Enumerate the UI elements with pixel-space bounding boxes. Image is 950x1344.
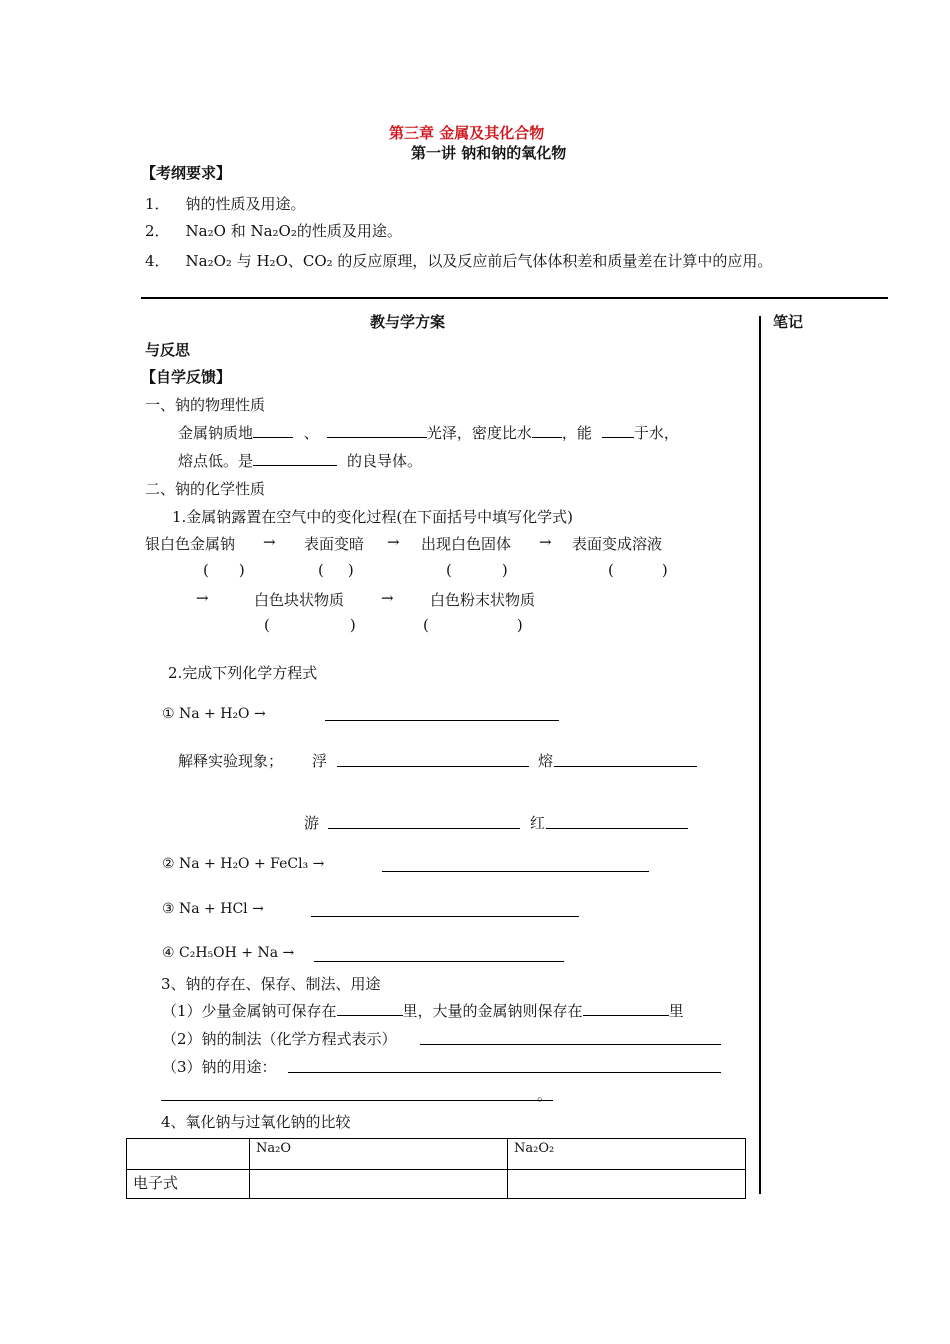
table-row-label: 电子式	[127, 1170, 250, 1199]
table-header: Na₂O₂	[508, 1139, 746, 1170]
blank[interactable]	[161, 1086, 553, 1101]
table-cell	[127, 1139, 250, 1170]
blank[interactable]	[546, 814, 688, 829]
equation-2-blank[interactable]	[382, 857, 649, 872]
syllabus-item	[145, 220, 402, 241]
notes-column-divider	[759, 316, 761, 1194]
plan-header: 教与学方案	[370, 313, 446, 331]
page-subtitle: 第一讲 钠和钠的氧化物	[411, 144, 567, 162]
arrow: →	[263, 533, 276, 551]
table-row	[127, 1139, 746, 1170]
chain-step: 银白色金属钠	[145, 535, 236, 553]
phenomenon-float: 浮	[312, 752, 328, 770]
text: 熔点低。是	[178, 452, 254, 470]
text: 的良导体。	[347, 452, 423, 470]
paren-blank[interactable]: ( )	[608, 561, 668, 579]
paren-blank[interactable]: ( )	[264, 616, 356, 634]
text: 、	[303, 424, 319, 442]
equation-1-blank[interactable]	[325, 706, 559, 721]
paren-blank[interactable]: ( )	[318, 561, 354, 579]
blank[interactable]	[554, 752, 697, 767]
blank[interactable]	[532, 423, 562, 438]
phenomenon-red: 红	[530, 814, 546, 832]
chain-step: 出现白色固体	[421, 535, 512, 553]
paren-blank[interactable]: ( )	[423, 616, 523, 634]
phenomenon-swim: 游	[304, 814, 320, 832]
blank[interactable]	[253, 451, 337, 466]
arrow: →	[196, 589, 209, 607]
syllabus-header: 【考纲要求】	[141, 164, 232, 182]
syllabus-text: 钠的性质及用途。	[185, 195, 306, 213]
chain-step: 白色粉末状物质	[430, 591, 536, 609]
syllabus-num: 1．	[145, 195, 170, 213]
syllabus-text: Na₂O 和 Na₂O₂的性质及用途。	[185, 222, 402, 240]
section2-item1: 1.金属钠露置在空气中的变化过程(在下面括号中填写化学式)	[172, 508, 574, 526]
chain-step: 白色块状物质	[254, 591, 345, 609]
arrow: →	[381, 589, 394, 607]
blank[interactable]	[337, 1001, 403, 1016]
equation-4: ④ C₂H₅OH + Na →	[162, 945, 295, 961]
table-cell[interactable]	[508, 1170, 746, 1199]
paren-blank[interactable]: ( )	[446, 561, 508, 579]
syllabus-item	[145, 193, 306, 214]
text: 于水，	[633, 424, 679, 442]
section3-q3: （3）钠的用途：	[162, 1058, 277, 1076]
self-study-header: 【自学反馈】	[141, 368, 232, 386]
syllabus-num: 4．	[145, 252, 170, 270]
table-row	[127, 1170, 746, 1199]
section-divider	[141, 297, 888, 299]
blank[interactable]	[420, 1030, 721, 1045]
section1-title: 一、钠的物理性质	[145, 396, 266, 414]
text: （1）少量金属钠可保存在	[162, 1002, 337, 1020]
table-cell[interactable]	[250, 1170, 508, 1199]
phenomena-label: 解释实验现象；	[178, 752, 284, 770]
table-header: Na₂O	[250, 1139, 508, 1170]
syllabus-text: Na₂O₂ 与 H₂O、CO₂ 的反应原理，以及反应前后气体体积差和质量差在计算中的应用。	[185, 252, 773, 270]
section4-title: 4、氧化钠与过氧化钠的比较	[161, 1113, 351, 1131]
section2-item2: 2.完成下列化学方程式	[168, 664, 318, 682]
syllabus-num: 2．	[145, 222, 170, 240]
phenomenon-melt: 熔	[538, 752, 554, 770]
comparison-table	[126, 1138, 746, 1199]
page-title: 第三章 金属及其化合物	[389, 124, 545, 142]
text: ，能	[561, 424, 592, 442]
section3-title: 3、钠的存在、保存、制法、用途	[161, 975, 381, 993]
equation-3: ③ Na + HCl →	[162, 901, 264, 917]
text: 里	[668, 1002, 684, 1020]
equation-3-blank[interactable]	[311, 902, 579, 917]
section1-line2	[178, 450, 422, 471]
blank[interactable]	[253, 423, 293, 438]
equation-4-blank[interactable]	[314, 947, 564, 962]
equation-1: ① Na + H₂O →	[162, 706, 266, 722]
arrow: →	[539, 533, 552, 551]
text: 里，大量的金属钠则保存在	[402, 1002, 583, 1020]
blank[interactable]	[337, 752, 529, 767]
blank[interactable]	[602, 423, 634, 438]
section3-q1	[162, 1000, 684, 1021]
section2-title: 二、钠的化学性质	[145, 480, 266, 498]
chain-step: 表面变暗	[304, 535, 365, 553]
blank[interactable]	[328, 814, 520, 829]
section3-q2: （2）钠的制法（化学方程式表示）	[162, 1030, 397, 1048]
syllabus-item	[145, 250, 772, 271]
blank[interactable]	[288, 1058, 721, 1073]
blank[interactable]	[327, 423, 427, 438]
text: 光泽，密度比水	[426, 424, 532, 442]
end-period: 。	[537, 1086, 553, 1104]
arrow: →	[387, 533, 400, 551]
notes-header: 笔记	[773, 313, 804, 331]
blank[interactable]	[583, 1001, 669, 1016]
text: 金属钠质地	[178, 424, 254, 442]
reflect-label: 与反思	[145, 341, 191, 359]
paren-blank[interactable]: ( )	[203, 561, 245, 579]
chain-step: 表面变成溶液	[572, 535, 663, 553]
section1-line1	[178, 422, 679, 443]
equation-2: ② Na + H₂O + FeCl₃ →	[162, 856, 325, 872]
